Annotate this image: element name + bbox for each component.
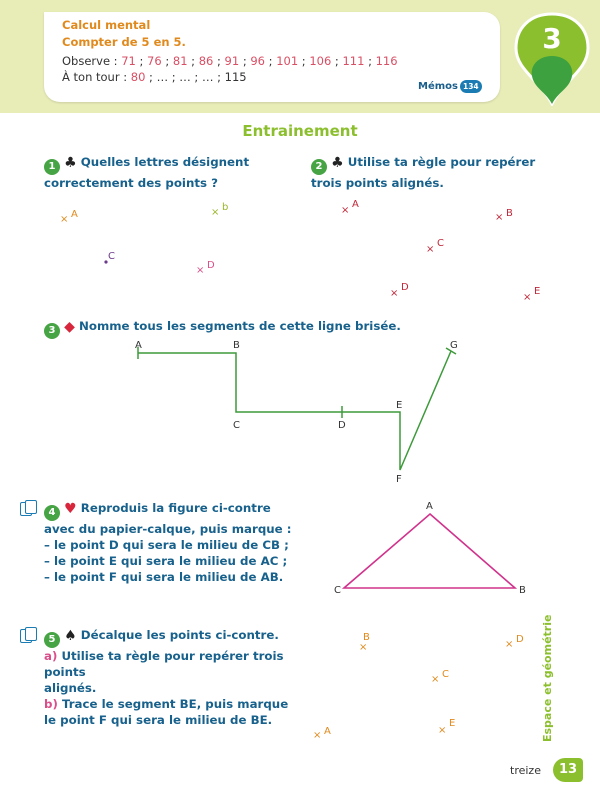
- turn-value: …: [201, 70, 214, 84]
- exercise-5-line1: Décalque les points ci-contre.: [80, 628, 279, 642]
- ex5-label-d: D: [516, 634, 524, 645]
- ex3-label-a: A: [135, 340, 142, 351]
- exercise-number: 5: [44, 632, 60, 648]
- memos-page-badge: 134: [460, 80, 482, 93]
- svg-text:×: ×: [359, 642, 368, 653]
- ex3-label-e: E: [396, 400, 403, 411]
- ex2-point-d: [390, 282, 409, 299]
- triangle-abc: [344, 514, 515, 588]
- exercise-4-item1: – le point D qui sera le milieu de CB ;: [44, 538, 289, 552]
- exercise-5-a-line1: Utilise ta règle pour repérer trois points: [44, 649, 284, 679]
- observe-value: 106: [309, 54, 332, 68]
- observe-value: 96: [250, 54, 265, 68]
- ex3-label-c: C: [233, 420, 240, 431]
- exercise-4-item3: – le point F qui sera le milieu de AB.: [44, 570, 284, 584]
- ex3-label-d: D: [338, 420, 346, 431]
- svg-text:×: ×: [426, 244, 435, 255]
- turn-label: À ton tour :: [62, 70, 128, 84]
- exercise-4-item2: – le point E qui sera le milieu de AC ;: [44, 554, 288, 568]
- observe-value: 101: [276, 54, 299, 68]
- observe-value: 111: [342, 54, 365, 68]
- turn-value: …: [179, 70, 191, 84]
- spade-icon: ♠: [64, 628, 77, 644]
- ex4-label-a: A: [426, 501, 433, 512]
- exercise-number: 4: [44, 505, 60, 521]
- ex1-point-c: [104, 251, 115, 264]
- exercise-5-b-label: b): [44, 697, 58, 711]
- exercise-2-line1: Utilise ta règle pour repérer: [347, 155, 536, 169]
- svg-text:×: ×: [196, 265, 205, 276]
- ex2-label-b: B: [506, 208, 513, 219]
- turn-value: 80: [130, 70, 146, 84]
- ex1-point-a: [60, 209, 78, 225]
- ex5-label-c: C: [442, 669, 449, 680]
- ex1-point-b: [211, 202, 228, 218]
- ex2-point-e: [523, 286, 540, 303]
- svg-text:×: ×: [390, 288, 399, 299]
- exercise-number: 2: [311, 159, 327, 175]
- exercise-4-line2: avec du papier-calque, puis marque :: [44, 522, 292, 536]
- side-section-title: Espace et géométrie: [541, 614, 554, 742]
- section-title: Entrainement: [242, 122, 358, 140]
- ex5-label-a: A: [324, 726, 331, 737]
- ex5-point-c: [431, 669, 449, 685]
- broken-line: [138, 351, 451, 470]
- chapter-number: 3: [542, 22, 562, 55]
- ex5-point-d: [505, 634, 524, 650]
- heart-icon: ♥: [64, 501, 77, 517]
- observe-values: 71 ; 76 ; 81 ; 86 ; 91 ; 96 ; 101 ; 106 ; 111 ; 116: [121, 54, 398, 68]
- observe-label: Observe :: [62, 54, 118, 68]
- ex5-label-b: B: [363, 632, 370, 643]
- exercise-5-b-line2: le point F qui sera le milieu de BE.: [44, 713, 273, 727]
- ex4-label-c: C: [334, 585, 341, 596]
- svg-text:×: ×: [505, 639, 514, 650]
- ex4-label-b: B: [519, 585, 526, 596]
- svg-text:×: ×: [523, 292, 532, 303]
- observe-value: 76: [147, 54, 162, 68]
- ex1-label-b: b: [222, 202, 229, 213]
- ex3-label-b: B: [233, 340, 240, 351]
- exercise-2-line2: trois points alignés.: [311, 176, 444, 190]
- ex1-point-d: [196, 260, 215, 276]
- observe-value: 81: [172, 54, 188, 68]
- svg-text:×: ×: [211, 207, 220, 218]
- observe-value: 116: [375, 54, 398, 68]
- svg-text:×: ×: [431, 674, 440, 685]
- svg-text:×: ×: [341, 205, 350, 216]
- exercise-3-line1: Nomme tous les segments de cette ligne brisée.: [79, 319, 401, 333]
- svg-text:×: ×: [438, 725, 447, 736]
- ex5-point-a: [313, 726, 331, 741]
- svg-text:×: ×: [313, 730, 322, 741]
- observe-value: 86: [198, 54, 214, 68]
- club-icon: ♣: [64, 155, 77, 171]
- ex5-label-e: E: [449, 718, 456, 729]
- ex2-label-a: A: [352, 199, 359, 210]
- ex2-label-e: E: [534, 286, 541, 297]
- svg-text:×: ×: [60, 214, 69, 225]
- page-number: 13: [553, 758, 583, 782]
- exercise-number: 1: [44, 159, 60, 175]
- ex2-point-b: [495, 208, 513, 223]
- turn-value: 115: [224, 70, 247, 84]
- exercise-4-line1: Reproduis la figure ci-contre: [80, 501, 271, 515]
- ex3-label-f: F: [396, 474, 402, 485]
- svg-text:×: ×: [495, 212, 504, 223]
- exercise-1-line2: correctement des points ?: [44, 176, 218, 190]
- memos-link[interactable]: [418, 80, 482, 93]
- ex1-label-c: C: [108, 251, 115, 262]
- exercise-1-line1: Quelles lettres désignent: [80, 155, 250, 169]
- page-number-word: treize: [510, 764, 541, 777]
- mental-calc-title: Calcul mental: [62, 18, 151, 32]
- exercise-5-a-line2: alignés.: [44, 681, 97, 695]
- memos-label: Mémos: [418, 81, 458, 92]
- ex3-label-g: G: [450, 340, 458, 351]
- observe-value: 71: [121, 54, 136, 68]
- turn-value: …: [156, 70, 169, 84]
- exercise-5-a-label: a): [44, 649, 58, 663]
- exercise-5-b-line1: Trace le segment BE, puis marque: [61, 697, 289, 711]
- mental-calc-subtitle: Compter de 5 en 5.: [62, 35, 186, 49]
- ex2-label-d: D: [401, 282, 409, 293]
- ex5-point-e: [438, 718, 455, 736]
- club-icon: ♣: [331, 155, 344, 171]
- diamond-icon: ◆: [64, 319, 75, 335]
- ex2-point-a: [341, 199, 359, 216]
- ex2-point-c: [426, 238, 444, 255]
- ex2-label-c: C: [437, 238, 444, 249]
- exercise-number: 3: [44, 323, 60, 339]
- observe-value: 91: [224, 54, 240, 68]
- ex5-point-b: [359, 632, 370, 653]
- turn-line: À ton tour : 80 ; … ; … ; … ; 115: [62, 70, 247, 84]
- ex1-label-a: A: [71, 209, 78, 220]
- ex1-label-d: D: [207, 260, 215, 271]
